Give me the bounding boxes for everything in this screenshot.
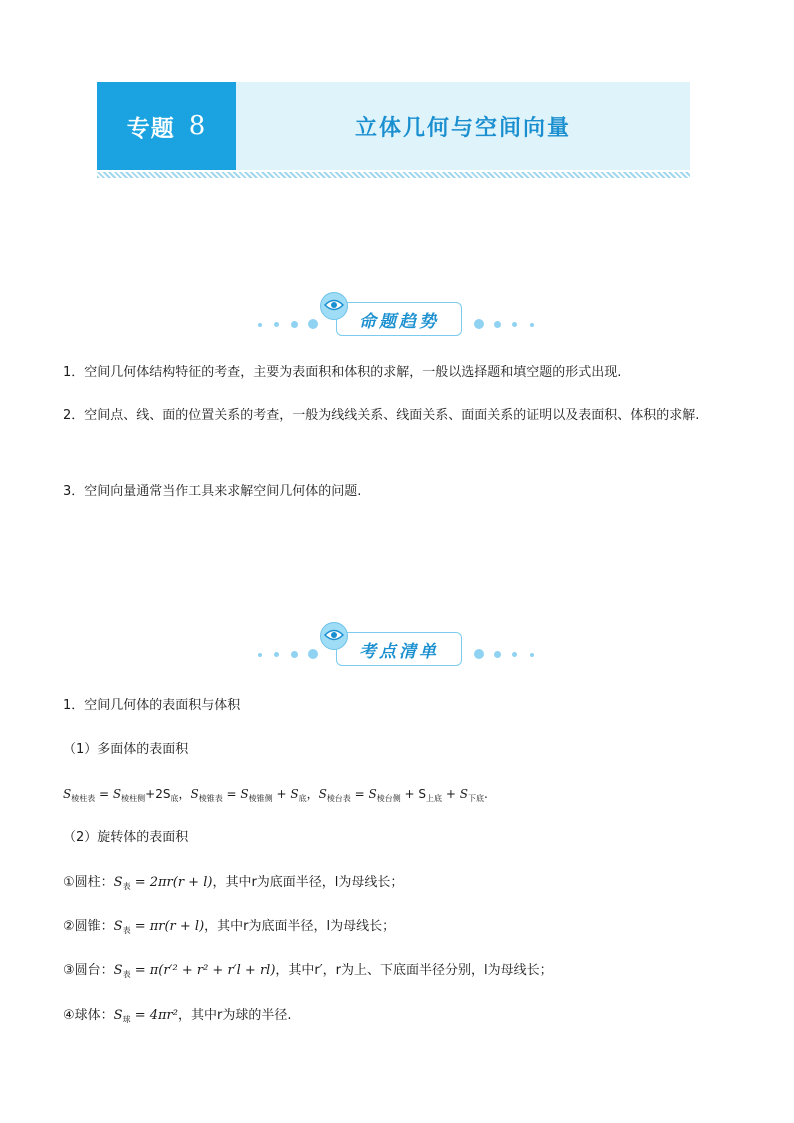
section-title: 命题趋势 (336, 302, 462, 336)
sphere-line: ④球体：$S_球 = 4\pi r^2$，其中r为球的半径. (63, 1008, 292, 1024)
topic-label-block (97, 82, 236, 170)
section-heading-checklist (0, 622, 794, 672)
subsection-revolution: （2）旋转体的表面积 (63, 830, 189, 845)
topic-label: 专题 (126, 114, 175, 142)
cone-line: ②圆锥：$S_表 = \pi r(r + l)$，其中r为底面半径，l为母线长； (63, 919, 396, 935)
polyhedron-formula: $S_{棱柱表} = S_{棱柱侧}+2S_底$，$S_{棱锥表} = S_{棱锥侧} + S_底$，$S_{棱台表} = S_{棱台侧} + S_{上底} + S_{下底}$. (63, 787, 488, 803)
topic-banner (97, 82, 690, 170)
right-dots (474, 649, 538, 661)
subsection-polyhedron: （1）多面体的表面积 (63, 742, 189, 757)
left-dots (258, 649, 322, 661)
trend-item: 1．空间几何体结构特征的考查，主要为表面积和体积的求解，一般以选择题和填空题的形式出现. (63, 365, 622, 380)
frustum-line: ③圆台：$S_表 = \pi(r'^2 + r^2 + r'l + rl)$，其中r′，r为上、下底面半径分别，l为母线长； (63, 963, 553, 979)
checklist-title: 1．空间几何体的表面积与体积 (63, 698, 241, 713)
page-title: 立体几何与空间向量 (354, 115, 571, 141)
trend-item: 3．空间向量通常当作工具来求解空间几何体的问题. (63, 484, 362, 499)
right-dots (474, 319, 538, 331)
trend-item: 2．空间点、线、面的位置关系的考查，一般为线线关系、线面关系、面面关系的证明以及表面积、体积的求解. (63, 408, 700, 423)
cylinder-line: ①圆柱：$S_表 = 2\pi r(r + l)$，其中r为底面半径，l为母线长； (63, 875, 404, 891)
left-dots (258, 319, 322, 331)
eye-icon (320, 622, 348, 650)
topic-number: 8 (188, 111, 207, 141)
section-title: 考点清单 (336, 632, 462, 666)
banner-stripe (97, 172, 690, 178)
section-heading-trends (0, 292, 794, 342)
eye-icon (320, 292, 348, 320)
